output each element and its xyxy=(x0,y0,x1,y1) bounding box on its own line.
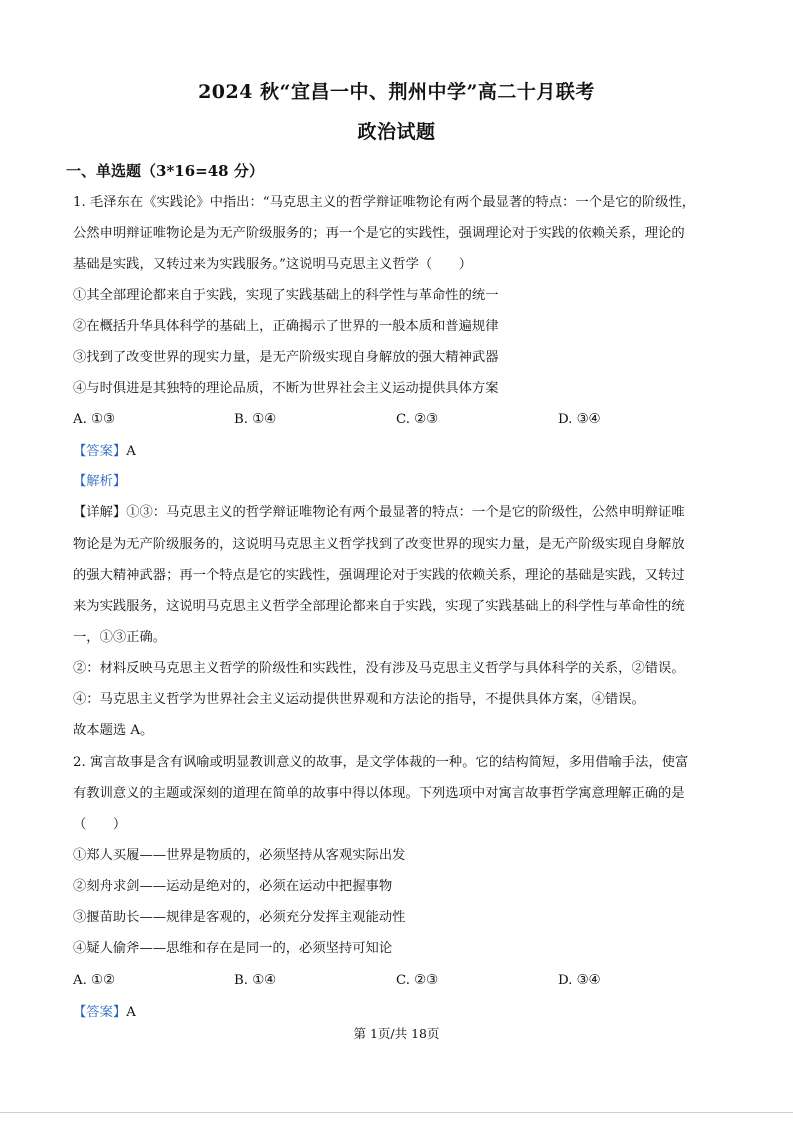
q2-stem-line-2: 有教训意义的主题或深刻的道理在简单的故事中得以体现。下列选项中对寓言故事哲学寓意理解正确的是 xyxy=(73,786,685,801)
q1-detail-text-1: ①③：马克思主义的哲学辩证唯物论有两个最显著的特点：一个是它的阶级性，公然申明辩证唯 xyxy=(126,505,685,520)
q1-detail-line-3: 的强大精神武器；再一个特点是它的实践性，强调理论对于实践的依赖关系，理论的基础是实践，又转过 xyxy=(73,568,685,583)
q1-detail-line-4: 来为实践服务，这说明马克思主义哲学全部理论都来自于实践，实现了实践基础上的科学性与革命性的统 xyxy=(73,599,685,614)
q2-answer xyxy=(73,1003,723,1023)
answer-tag: 【答案】 xyxy=(73,444,127,459)
q2-stem-line-3: （ ） xyxy=(73,817,127,832)
q2-option-b: B. ①④ xyxy=(234,973,277,988)
q1-item-3: ③找到了改变世界的现实力量，是无产阶级实现自身解放的强大精神武器 xyxy=(73,350,499,365)
q1-answer xyxy=(73,442,723,462)
detail-tag: 【详解】 xyxy=(73,505,127,520)
q1-detail-line-2: 物论是为无产阶级服务的，这说明马克思主义哲学找到了改变世界的现实力量，是无产阶级实现自身解放 xyxy=(73,537,685,552)
q1-analysis xyxy=(73,472,723,492)
q1-item-4: ④与时俱进是其独特的理论品质，不断为世界社会主义运动提供具体方案 xyxy=(73,381,499,396)
analysis-tag: 【解析】 xyxy=(73,474,127,489)
q1-stem-line-1: 1. 毛泽东在《实践论》中指出：“马克思主义的哲学辩证唯物论有两个最显著的特点：一个是它的阶级性， xyxy=(73,195,696,210)
exam-title: 2024 秋“宜昌一中、荆州中学”高二十月联考 xyxy=(198,81,595,103)
q1-answer-value: A xyxy=(126,444,136,459)
q2-item-2: ②刻舟求剑——运动是绝对的，必须在运动中把握事物 xyxy=(73,879,393,894)
q1-option-a: A. ①③ xyxy=(73,412,115,427)
exam-subtitle: 政治试题 xyxy=(357,121,436,143)
q1-stem-line-3: 基础是实践，又转过来为实践服务。”这说明马克思主义哲学（ ） xyxy=(73,257,473,272)
q2-item-1: ①郑人买履——世界是物质的，必须坚持从客观实际出发 xyxy=(73,848,406,863)
q1-item-1: ①其全部理论都来自于实践，实现了实践基础上的科学性与革命性的统一 xyxy=(73,288,499,303)
q1-item-2: ②在概括升华具体科学的基础上，正确揭示了世界的一般本质和普遍规律 xyxy=(73,319,499,334)
q2-option-a: A. ①② xyxy=(73,973,115,988)
q1-detail-line-8: 故本题选 A。 xyxy=(73,723,154,738)
q1-option-c: C. ②③ xyxy=(396,412,438,427)
page-footer: 第 1页/共 18页 xyxy=(353,1026,440,1041)
q2-option-d: D. ③④ xyxy=(558,973,601,988)
q2-answer-value: A xyxy=(126,1005,136,1020)
q1-detail-line-6: ②：材料反映马克思主义哲学的阶级性和实践性，没有涉及马克思主义哲学与具体科学的关系，②错误。 xyxy=(73,661,685,676)
q1-option-d: D. ③④ xyxy=(558,412,601,427)
q2-item-4: ④疑人偷斧——思维和存在是同一的，必须坚持可知论 xyxy=(73,941,393,956)
section-heading: 一、单选题（3*16=48 分） xyxy=(66,162,264,180)
q2-option-c: C. ②③ xyxy=(396,973,438,988)
q2-item-3: ③揠苗助长——规律是客观的，必须充分发挥主观能动性 xyxy=(73,910,406,925)
q1-detail-line-7: ④：马克思主义哲学为世界社会主义运动提供世界观和方法论的指导，不提供具体方案，④错误。 xyxy=(73,692,645,707)
answer-tag: 【答案】 xyxy=(73,1005,127,1020)
q1-detail-line-1 xyxy=(73,503,723,523)
q1-option-b: B. ①④ xyxy=(234,412,277,427)
bottom-divider xyxy=(0,1112,793,1113)
q1-stem-line-2: 公然申明辩证唯物论是为无产阶级服务的；再一个是它的实践性，强调理论对于实践的依赖关系，理论的 xyxy=(73,226,685,241)
q2-stem-line-1: 2. 寓言故事是含有讽喻或明显教训意义的故事，是文学体裁的一种。它的结构简短，多用借喻手法，使富 xyxy=(73,755,689,770)
q1-detail-line-5: 一，①③正确。 xyxy=(73,630,167,645)
